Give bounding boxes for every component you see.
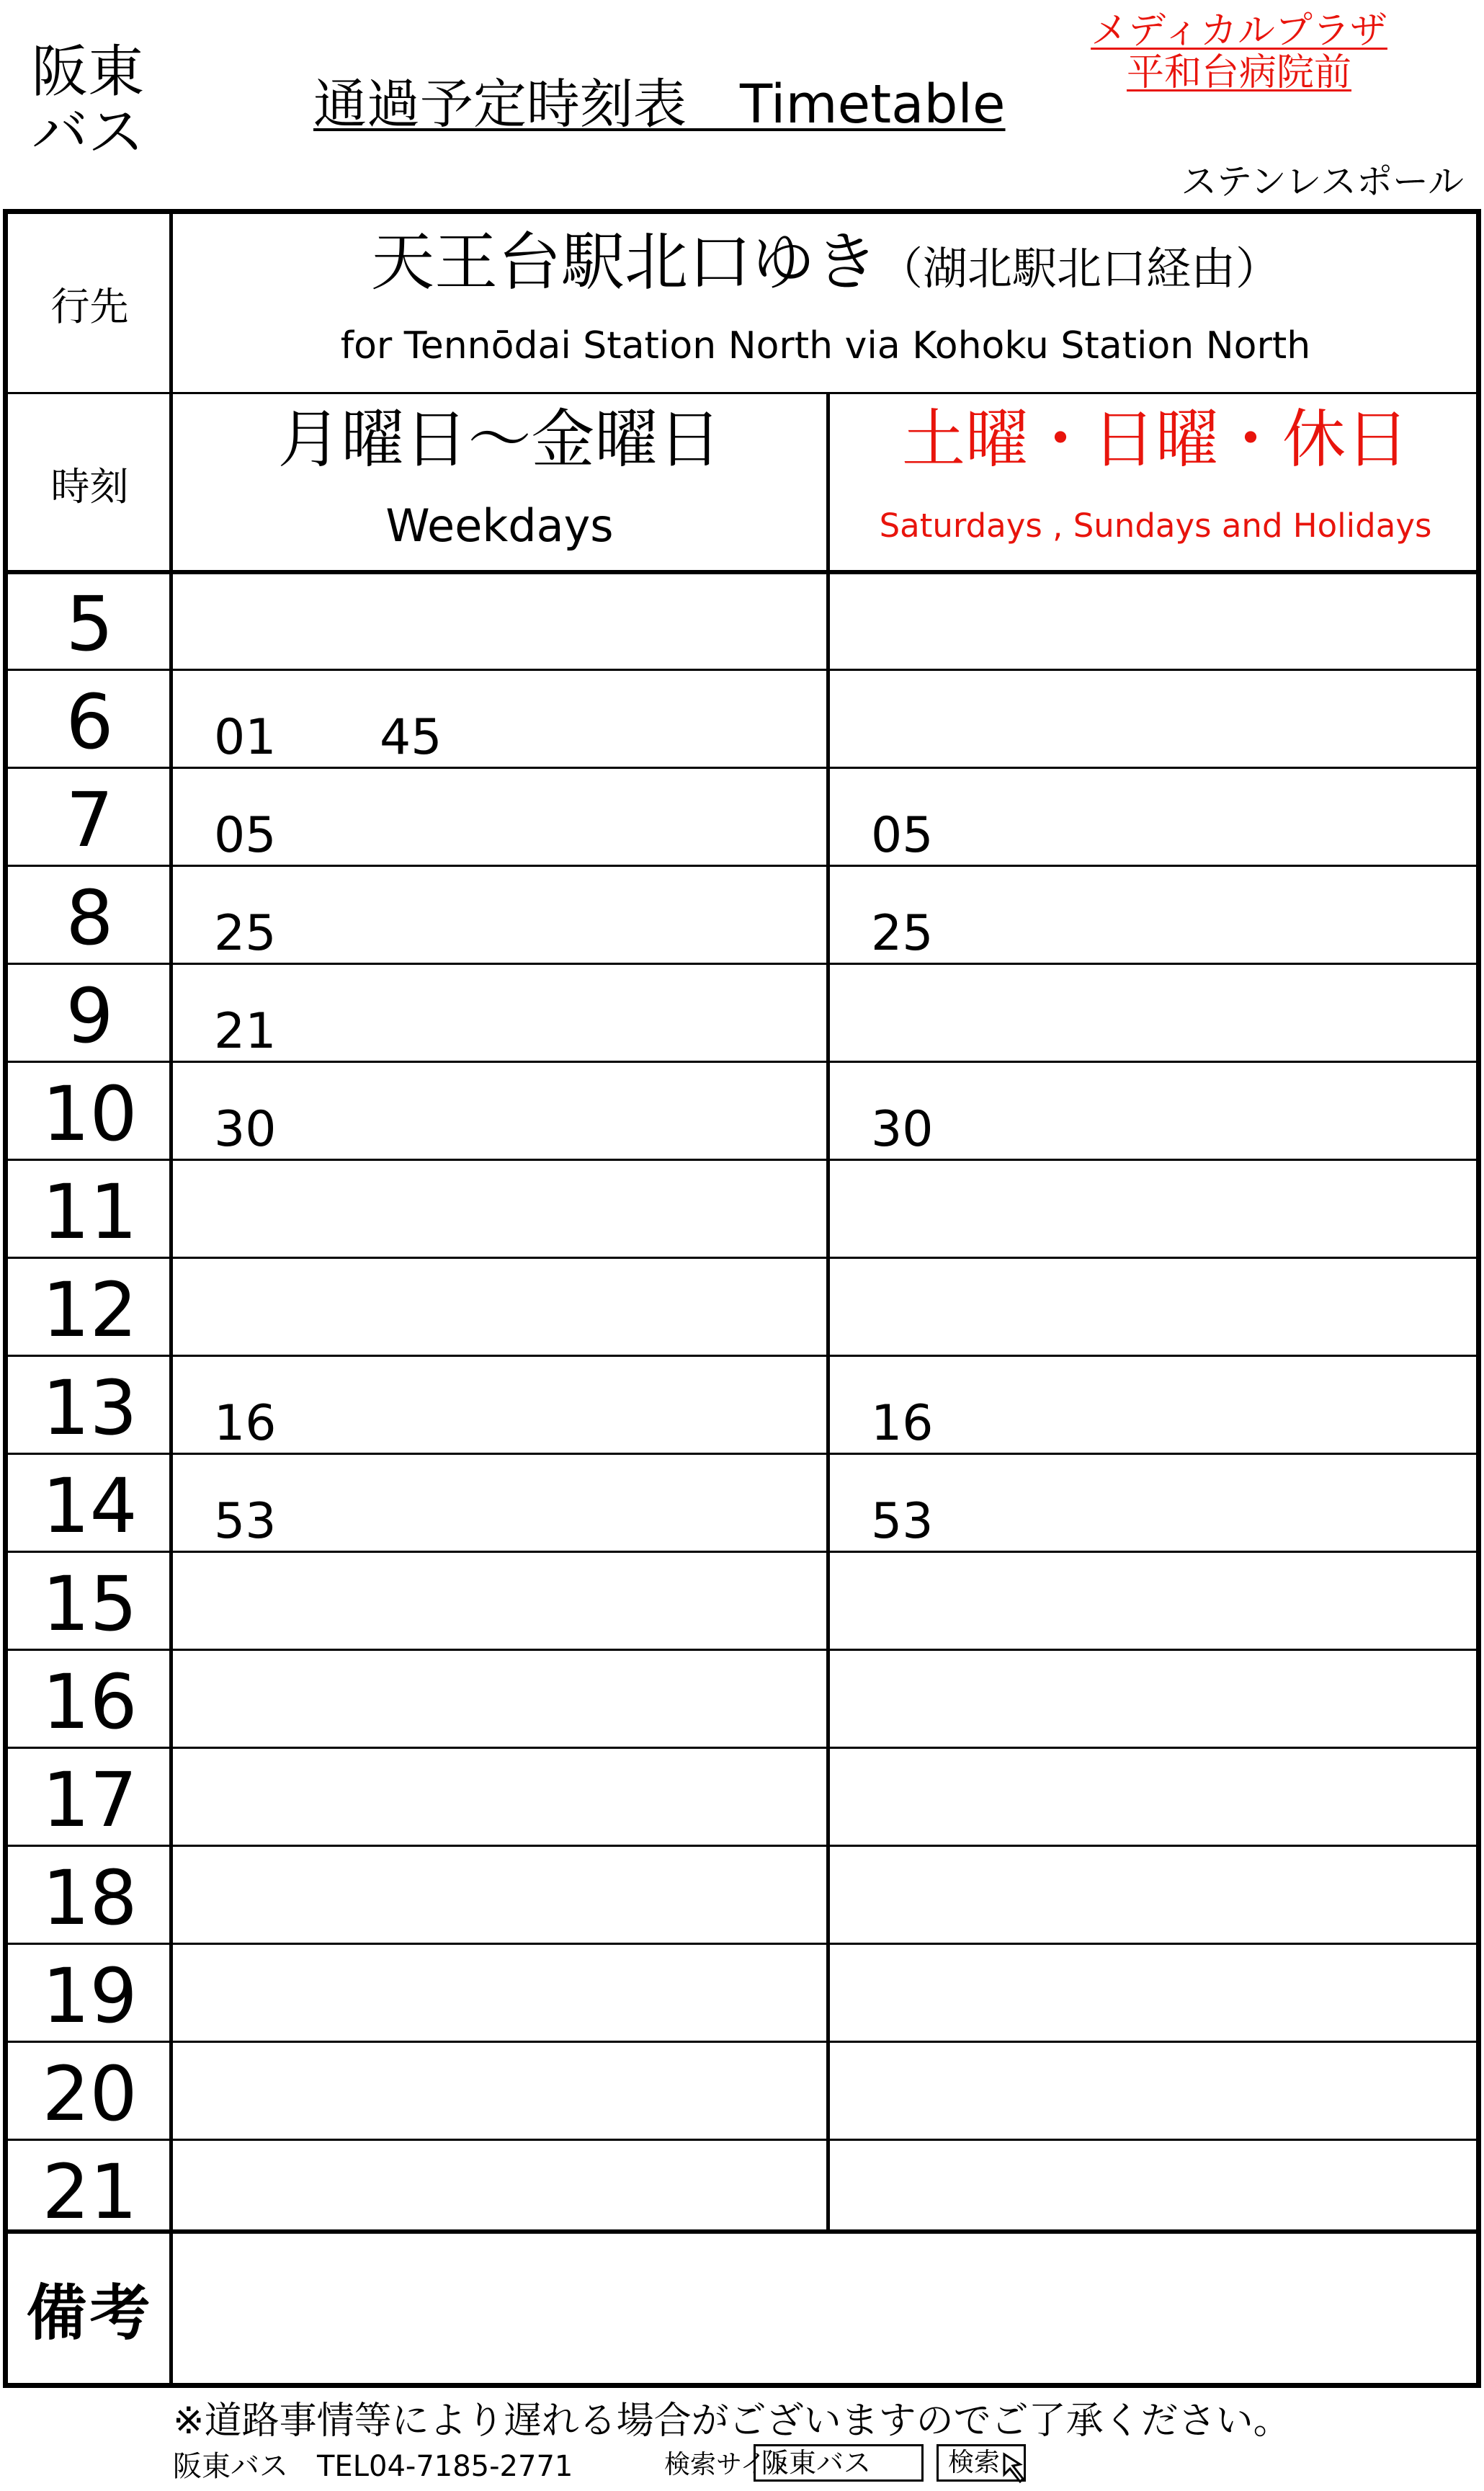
row-divider	[8, 1649, 1476, 1651]
destination-label: 行先	[50, 284, 129, 329]
row-divider	[8, 865, 1476, 867]
divider	[8, 392, 1476, 394]
divider	[826, 392, 830, 2231]
timetable-grid	[3, 209, 1481, 2388]
divider	[8, 570, 1476, 574]
weekday-minute: 01	[214, 709, 277, 766]
divider	[8, 2229, 1476, 2234]
stop-name-line1: メディカルプラザ	[1091, 9, 1387, 53]
weekday-header-en: Weekdays	[385, 499, 614, 552]
delay-notice: ※道路事情等により遅れる場合がございますのでご了承ください。	[173, 2399, 1291, 2443]
holiday-minute: 05	[871, 807, 934, 864]
holiday-header-jp: 土曜・日曜・休日	[901, 402, 1409, 476]
row-divider	[8, 1453, 1476, 1455]
search-button[interactable]: 検索	[937, 2444, 1026, 2482]
weekday-minute: 21	[214, 1003, 277, 1060]
row-divider	[8, 767, 1476, 769]
weekday-header-jp: 月曜日～金曜日	[277, 402, 722, 476]
destination-en: for Tennōdai Station North via Kohoku Station North	[340, 324, 1311, 367]
hour-label: 13	[42, 1364, 138, 1452]
search-input[interactable]: 阪東バス	[754, 2444, 924, 2482]
hour-label: 18	[42, 1854, 138, 1942]
row-divider	[8, 963, 1476, 965]
row-divider	[8, 1159, 1476, 1161]
footer-contact	[173, 2448, 573, 2485]
row-divider	[8, 1257, 1476, 1259]
hour-label: 21	[42, 2148, 138, 2236]
hour-label: 15	[42, 1560, 138, 1648]
weekday-minute: 45	[380, 709, 442, 766]
hour-label: 7	[66, 776, 114, 864]
weekday-minute: 05	[214, 807, 277, 864]
company-name: 阪東 バス	[32, 40, 145, 165]
row-divider	[8, 1845, 1476, 1847]
row-divider	[8, 1551, 1476, 1553]
hour-label: 19	[42, 1952, 138, 2040]
weekday-minute: 25	[214, 905, 277, 962]
weekday-minute: 53	[214, 1493, 277, 1550]
hour-label: 20	[42, 2050, 138, 2138]
row-divider	[8, 669, 1476, 671]
row-divider	[8, 2139, 1476, 2141]
row-divider	[8, 1061, 1476, 1063]
hour-label: 14	[42, 1462, 138, 1550]
row-divider	[8, 2041, 1476, 2043]
holiday-header-en: Saturdays , Sundays and Holidays	[879, 507, 1432, 545]
time-label: 時刻	[50, 464, 129, 509]
pole-type: ステンレスポール	[1181, 161, 1464, 202]
holiday-minute: 30	[871, 1101, 934, 1158]
hour-label: 6	[66, 678, 114, 766]
hour-label: 8	[66, 874, 114, 962]
destination-via: （湖北駅北口経由）	[878, 242, 1281, 295]
holiday-minute: 16	[871, 1395, 934, 1452]
hour-label: 16	[42, 1658, 138, 1746]
search-site-label: 検索サイト	[664, 2450, 792, 2479]
row-divider	[8, 1943, 1476, 1945]
hour-label: 17	[42, 1756, 138, 1844]
hour-label: 11	[42, 1168, 138, 1256]
hour-label: 10	[42, 1070, 138, 1158]
hour-label: 12	[42, 1266, 138, 1354]
row-divider	[8, 1355, 1476, 1357]
hour-label: 9	[66, 972, 114, 1060]
holiday-minute: 25	[871, 905, 934, 962]
stop-name-line2: 平和台病院前	[1126, 51, 1351, 94]
destination-jp	[175, 223, 1476, 308]
holiday-minute: 53	[871, 1493, 934, 1550]
destination-name: 天王台駅北口ゆき	[370, 225, 878, 299]
weekday-minute: 16	[214, 1395, 277, 1452]
cursor-arrow-icon	[1000, 2450, 1036, 2486]
stop-name	[1052, 10, 1426, 94]
footer-tel: TEL04-7185-2771	[317, 2450, 573, 2483]
hour-label: 5	[66, 580, 114, 668]
footer-company: 阪東バス	[173, 2450, 288, 2483]
page-title: 通過予定時刻表 Timetable	[313, 73, 1006, 135]
row-divider	[8, 1747, 1476, 1749]
weekday-minute: 30	[214, 1101, 277, 1158]
remarks-label: 備考	[26, 2278, 153, 2348]
